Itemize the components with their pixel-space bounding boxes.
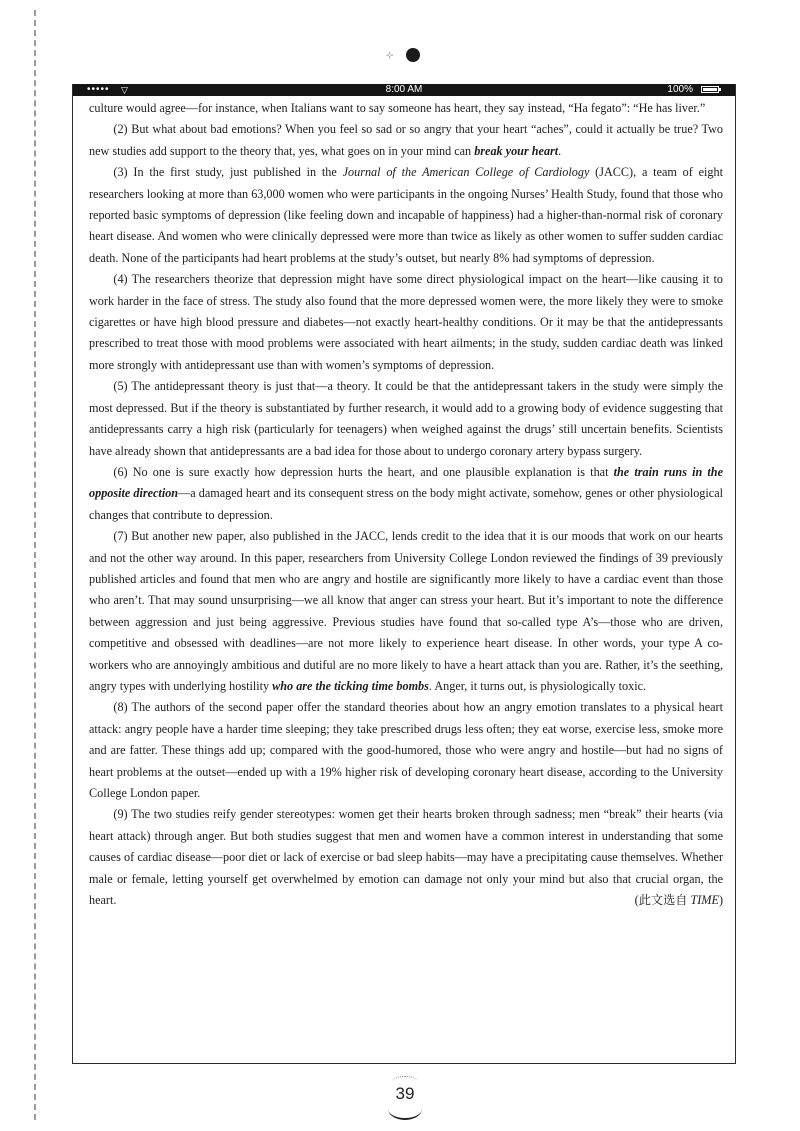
paragraph-2: (2) But what about bad emotions? When you feel so sad or so angry that your heart “aches”, could it actually be true? Two new studies add support to the theory that, yes, what goes on in your mind can break your heart. [89,122,723,158]
paragraph-9: (9) The two studies reify gender stereotypes: women get their hearts broken through sadness; men “break” their hearts (via heart attack) through anger. But both studies suggest that men and women have a common interest in understanding that some causes of cardiac disease—poor diet or lack of exercise or bad sleep habits—may have a precipitating cause themselves. Whether male or female, letting yourself get overwhelmed by emotion can damage not only your mind but also that crucial organ, the heart. (此文选自 TIME) [89,804,723,911]
article-body [89,98,723,911]
page-number-badge [382,1076,428,1122]
page-arc-bottom [388,1098,422,1120]
emphasis-break-your-heart: break your heart [474,143,559,158]
paragraph-continued: culture would agree—for instance, when Italians want to say someone has heart, they say instead, “Ha fegato”: “He has liver.” [89,101,706,115]
paragraph-7: (7) But another new paper, also published in the JACC, lends credit to the idea that it is our moods that work on our hearts and not the other way around. In this paper, researchers from University College London reviewed the findings of 39 previously published articles and found that men who are angry and hostile are significantly more likely to have a cardiac event than those who aren’t. That may sound unsurprising—we all know that anger can stress your heart. But it’s important to note the difference between aggression and just being aggressive. Previous studies have found that so-called type A’s—those who are driven, competitive and obsessed with deadlines—are not more likely to experience heart disease. In other words, your type A co-workers who are annoyingly ambitious and dutiful are no more likely to have a heart attack than you are. Rather, it’s the seething, angry types with underlying hostility who are the ticking time bombs. Anger, it turns out, is physiologically toxic. [89,529,723,693]
paragraph-5: (5) The antidepressant theory is just that—a theory. It could be that the antidepressant takers in the study were simply the most depressed. But if the theory is substantiated by further research, it would add to a growing body of evidence suggesting that antidepressants carry a high risk (particularly for teenagers) when weighed against the drugs’ still uncertain benefits. Scientists have already shown that antidepressants are a bad idea for those about to undergo coronary artery bypass surgery. [89,379,723,458]
paragraph-3: (3) In the first study, just published in the Journal of the American College of Cardiology (JACC), a team of eight researchers looking at more than 63,000 women who were participants in the ongoing Nurses’ Health Study, found that those who reported basic symptoms of depression (like feeling down and incapable of happiness) had a higher-than-normal risk of coronary heart disease. And women who were clinically depressed were more than twice as likely as other women to suffer sudden cardiac death. None of the participants had heart problems at the study’s outset, but nearly 8% had symptoms of depression. [89,165,724,265]
battery-icon [701,86,719,93]
source-citation: (此文选自 TIME) [634,893,723,908]
source-title: TIME [690,893,719,908]
journal-title: Journal of the American College of Cardiology [342,165,590,180]
ornament-glyph: ⊹ [386,51,394,61]
paragraph-4: (4) The researchers theorize that depression might have some direct physiological impact on the heart—like causing it to work harder in the face of stress. The study also found that the more depressed women were, the more likely they were to smoke cigarettes or have high blood pressure and diabetes—not exactly heart-healthy conditions. Or it may be that the antidepressants prescribed to treat those with mood problems were associated with heart ailments; in the study, sudden cardiac death was linked more strongly with antidepressant use than with women’s symptoms of depression. [89,272,723,372]
binding-margin-line [34,10,36,1120]
paragraph-6: (6) No one is sure exactly how depression hurts the heart, and one plausible explanation is that the train runs in the opposite direction—a damaged heart and its consequent stress on the body might activate, somehow, genes or other physiological changes that contribute to depression. [89,464,723,522]
battery-percent: 100% [667,84,693,95]
top-ornament [386,46,426,66]
wifi-icon: ▽ [121,85,128,95]
page-number: 39 [395,1084,415,1103]
paragraph-8: (8) The authors of the second paper offer the standard theories about how an angry emotion translates to a physical heart attack: angry people have a harder time sleeping; they take prescribed drugs less often; they eat worse, exercise less, smoke more and are fatter. These things add up; compared with the good-humored, those who were angry and hostile—but had no signs of heart problems at the outset—ended up with a 19% higher risk of developing coronary heart disease, according to the University College London paper. [89,700,723,800]
status-bar [73,84,735,96]
status-time: 8:00 AM [385,84,423,95]
signal-strength-icon: ••••• [87,84,110,95]
emphasis-ticking-time-bombs: who are the ticking time bombs [272,678,429,693]
phone-frame [72,84,736,1064]
emphasis-train-runs: the train runs in the opposite direction [89,464,723,501]
registration-dot [406,48,420,62]
